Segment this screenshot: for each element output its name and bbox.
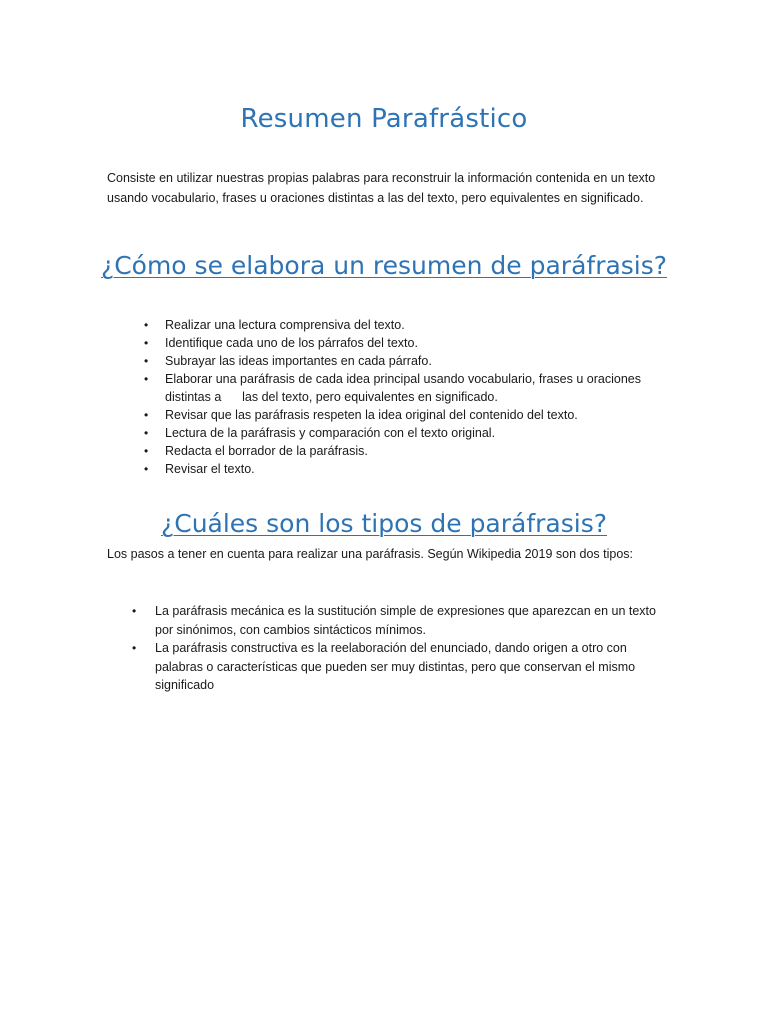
list-item: • La paráfrasis constructiva es la reelaboración del enunciado, dando origen a otro con palabras o características que pueden ser muy distintas, pero que conservan el mismo significado (116, 639, 656, 695)
heading-como-text: ¿Cómo se elabora un resumen de paráfrasis? (100, 251, 668, 280)
list-item: • Realizar una lectura comprensiva del texto. (126, 316, 646, 334)
steps-list (126, 316, 646, 478)
list-item: • Redacta el borrador de la paráfrasis. (126, 442, 646, 460)
list-item: • Revisar el texto. (126, 460, 646, 478)
list-item: • Lectura de la paráfrasis y comparación con el texto original. (126, 424, 646, 442)
heading-como-se-elabora (0, 250, 768, 282)
list-item: • La paráfrasis mecánica es la sustitución simple de expresiones que aparezcan en un texto por sinónimos, con cambios sintácticos mínimos. (116, 602, 656, 639)
intro-paragraph: Consiste en utilizar nuestras propias palabras para reconstruir la información contenida en un texto usando vocabulario, frases u oraciones distintas a las del texto, pero equivalentes en significado. (107, 171, 656, 205)
types-lead-paragraph: Los pasos a tener en cuenta para realizar una paráfrasis. Según Wikipedia 2019 son dos tipos: (107, 547, 634, 561)
list-item: • Revisar que las paráfrasis respeten la idea original del contenido del texto. (126, 406, 646, 424)
heading-cuales-text: ¿Cuáles son los tipos de paráfrasis? (160, 509, 608, 538)
types-list (116, 602, 656, 695)
heading-cuales-son (0, 508, 768, 540)
list-item: • Elaborar una paráfrasis de cada idea principal usando vocabulario, frases u oraciones distintas a las del texto, pero equivalentes en significado. (126, 370, 646, 406)
document-title: Resumen Parafrástico (240, 104, 528, 134)
list-item: • Identifique cada uno de los párrafos del texto. (126, 334, 646, 352)
list-item: • Subrayar las ideas importantes en cada párrafo. (126, 352, 646, 370)
